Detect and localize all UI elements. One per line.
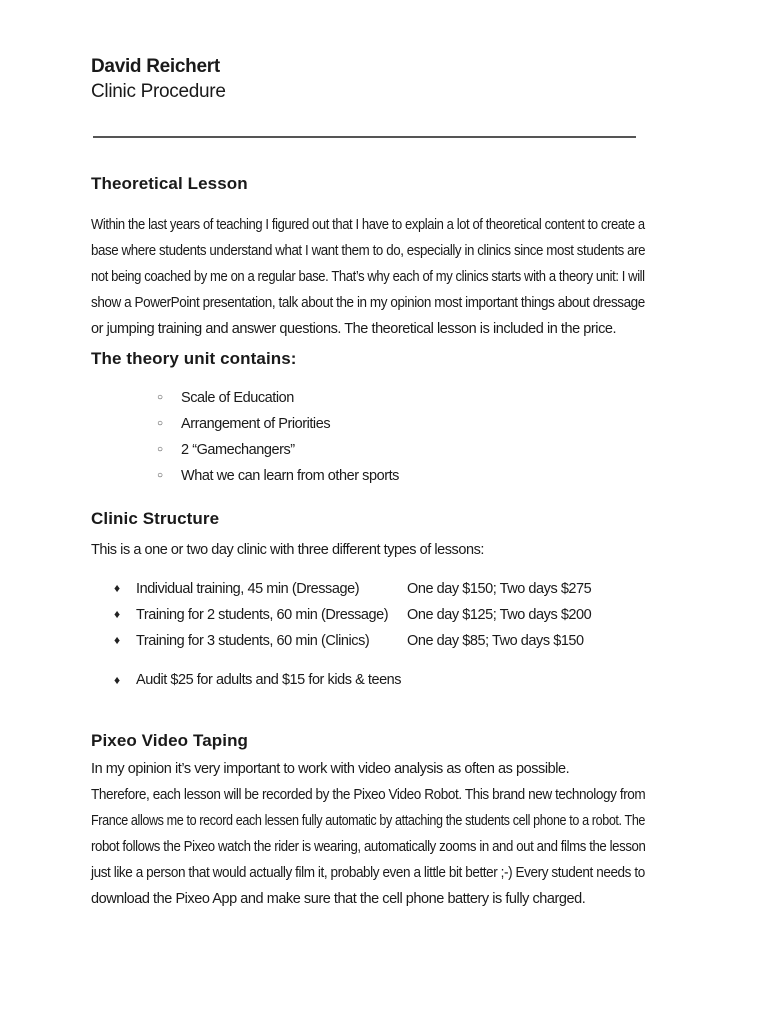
theoretical-lesson-heading: Theoretical Lesson [91,174,248,193]
lesson-type-name: Training for 2 students, 60 min (Dressage) [136,607,389,623]
pixeo-paragraph-line: download the Pixeo App and make sure that the cell phone battery is fully charged. [91,891,586,907]
theoretical-paragraph-line: not being coached by me on a regular base. That’s why each of my clinics starts with a theory unit: I will [91,269,645,285]
pixeo-paragraph-line: France allows me to record each lessen fully automatic by attaching the students cell phone to a robot. The [91,813,646,829]
lesson-type-price: One day $150; Two days $275 [407,581,592,597]
circle-bullet-icon: ○ [157,444,164,455]
theoretical-paragraph-line: base where students understand what I want them to do, especially in clinics since most students are [91,243,646,259]
clinic-structure-heading: Clinic Structure [91,509,220,528]
circle-bullet-icon: ○ [157,470,164,481]
clinic-structure-intro: This is a one or two day clinic with three different types of lessons: [91,542,484,558]
theory-unit-item: 2 “Gamechangers” [181,442,295,458]
theoretical-paragraph-line: Within the last years of teaching I figured out that I have to explain a lot of theoretical content to create a [91,217,645,233]
lesson-type-name: Individual training, 45 min (Dressage) [136,581,360,597]
diamond-bullet-icon: ♦ [114,673,121,687]
pixeo-paragraph-line: Therefore, each lesson will be recorded by the Pixeo Video Robot. This brand new technology from [91,787,646,803]
lesson-type-price: One day $125; Two days $200 [407,607,592,623]
pixeo-paragraph-line: just like a person that would actually film it, probably even a little bit better ;-) Every student needs to [91,865,645,881]
pixeo-heading: Pixeo Video Taping [91,731,249,750]
theory-unit-item: Arrangement of Priorities [181,416,331,432]
theory-unit-heading: The theory unit contains: [91,349,297,368]
document-subtitle: Clinic Procedure [91,81,226,102]
theory-unit-item: Scale of Education [181,390,294,406]
circle-bullet-icon: ○ [157,392,164,403]
lesson-type-name: Training for 3 students, 60 min (Clinics) [136,633,370,649]
circle-bullet-icon: ○ [157,418,164,429]
diamond-bullet-icon: ♦ [114,581,121,595]
pixeo-paragraph-line: robot follows the Pixeo watch the rider is wearing, automatically zooms in and out and films the lesson [91,839,646,855]
diamond-bullet-icon: ♦ [114,633,121,647]
pixeo-paragraph-line: In my opinion it’s very important to work with video analysis as often as possible. [91,761,570,777]
header-divider [93,136,636,138]
diamond-bullet-icon: ♦ [114,607,121,621]
lesson-type-price: One day $85; Two days $150 [407,633,584,649]
theoretical-paragraph-line: show a PowerPoint presentation, talk about the in my opinion most important things about dressage [91,295,645,311]
theory-unit-item: What we can learn from other sports [181,468,399,484]
author-name: David Reichert [91,56,220,77]
audit-price: Audit $25 for adults and $15 for kids & teens [136,672,402,688]
theoretical-paragraph-line: or jumping training and answer questions. The theoretical lesson is included in the price. [91,321,617,337]
